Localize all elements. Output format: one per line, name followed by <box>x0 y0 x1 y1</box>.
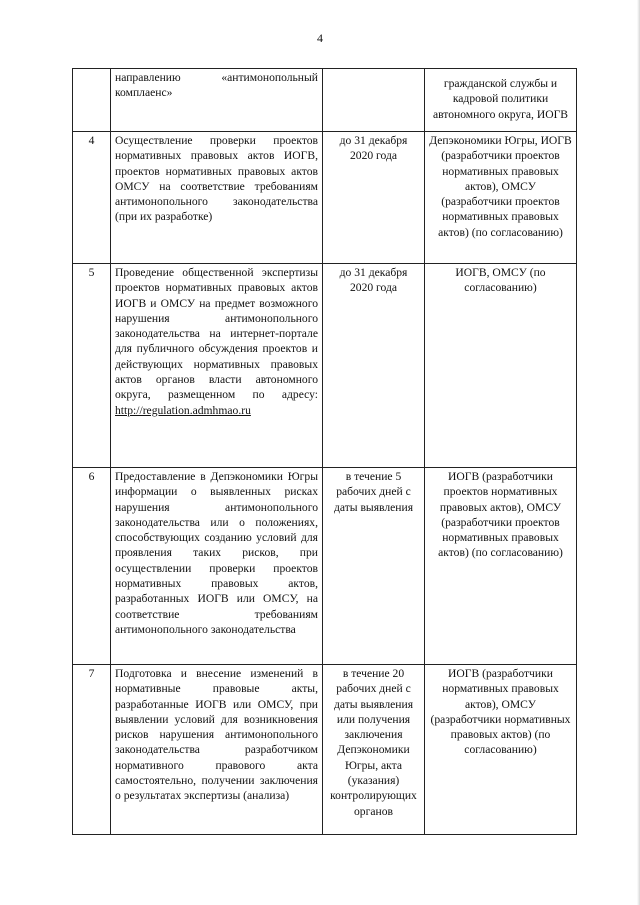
table-row <box>73 69 577 132</box>
table-row <box>73 468 577 665</box>
measure-description: Предоставление в Депэкономики Югры информации о выявленных рисках нарушения антимонопольного законодательства или о положениях, способствующих созданию условий для проявления таких рисков, при осуществлении проверки проектов нормативных правовых актов, разработанных ИОГВ или ОМСУ, на соответствие требованиям антимонопольного законодательства <box>111 468 323 665</box>
measure-description <box>111 264 323 468</box>
row-number: 6 <box>73 468 111 665</box>
plan-table <box>72 68 577 835</box>
measure-responsible: ИОГВ (разработчики проектов нормативных правовых актов), ОМСУ (разработчики проектов нормативных правовых актов) (по согласованию) <box>425 468 577 665</box>
row-number: 5 <box>73 264 111 468</box>
measure-responsible: ИОГВ (разработчики нормативных правовых актов), ОМСУ (разработчики нормативных правовых актов) (по согласованию) <box>425 665 577 835</box>
table-row <box>73 132 577 264</box>
measure-responsible: гражданской службы и кадровой политики автономного округа, ИОГВ <box>425 69 577 132</box>
measure-description: Осуществление проверки проектов нормативных правовых актов ИОГВ, проектов нормативных правовых актов ОМСУ на соответствие требованиям антимонопольного законодательства (при их разработке) <box>111 132 323 264</box>
page-number: 4 <box>317 31 323 45</box>
measure-deadline: в течение 20 рабочих дней с даты выявления или получения заключения Депэкономики Югры, акта (указания) контролирующих органов <box>323 665 425 835</box>
regulation-portal-link[interactable]: http://regulation.admhmao.ru <box>115 403 251 417</box>
measure-description: направлению «антимонопольный комплаенс» <box>111 69 323 132</box>
row-number: 7 <box>73 665 111 835</box>
measure-responsible: ИОГВ, ОМСУ (по согласованию) <box>425 264 577 468</box>
measure-deadline <box>323 69 425 132</box>
measure-deadline: до 31 декабря 2020 года <box>323 132 425 264</box>
measure-deadline: до 31 декабря 2020 года <box>323 264 425 468</box>
measure-description: Подготовка и внесение изменений в нормативные правовые акты, разработанные ИОГВ или ОМСУ, при выявлении условий для возникновения рисков нарушения антимонопольного законодательства разработчиком нормативного правового акта самостоятельно, получении заключения о результатах экспертизы (анализа) <box>111 665 323 835</box>
description-text: Проведение общественной экспертизы проектов нормативных правовых актов ИОГВ и ОМСУ на предмет возможного нарушения антимонопольного законодательства на интернет-портале для публичного обсуждения проектов и действующих нормативных правовых актов органов власти автономного округа, размещенном по адресу: <box>115 266 318 402</box>
table-row <box>73 665 577 835</box>
row-number: 4 <box>73 132 111 264</box>
table-row <box>73 264 577 468</box>
row-number <box>73 69 111 132</box>
measure-deadline: в течение 5 рабочих дней с даты выявления <box>323 468 425 665</box>
measure-responsible: Депэкономики Югры, ИОГВ (разработчики проектов нормативных правовых актов), ОМСУ (разработчики проектов нормативных правовых актов) (по согласованию) <box>425 132 577 264</box>
